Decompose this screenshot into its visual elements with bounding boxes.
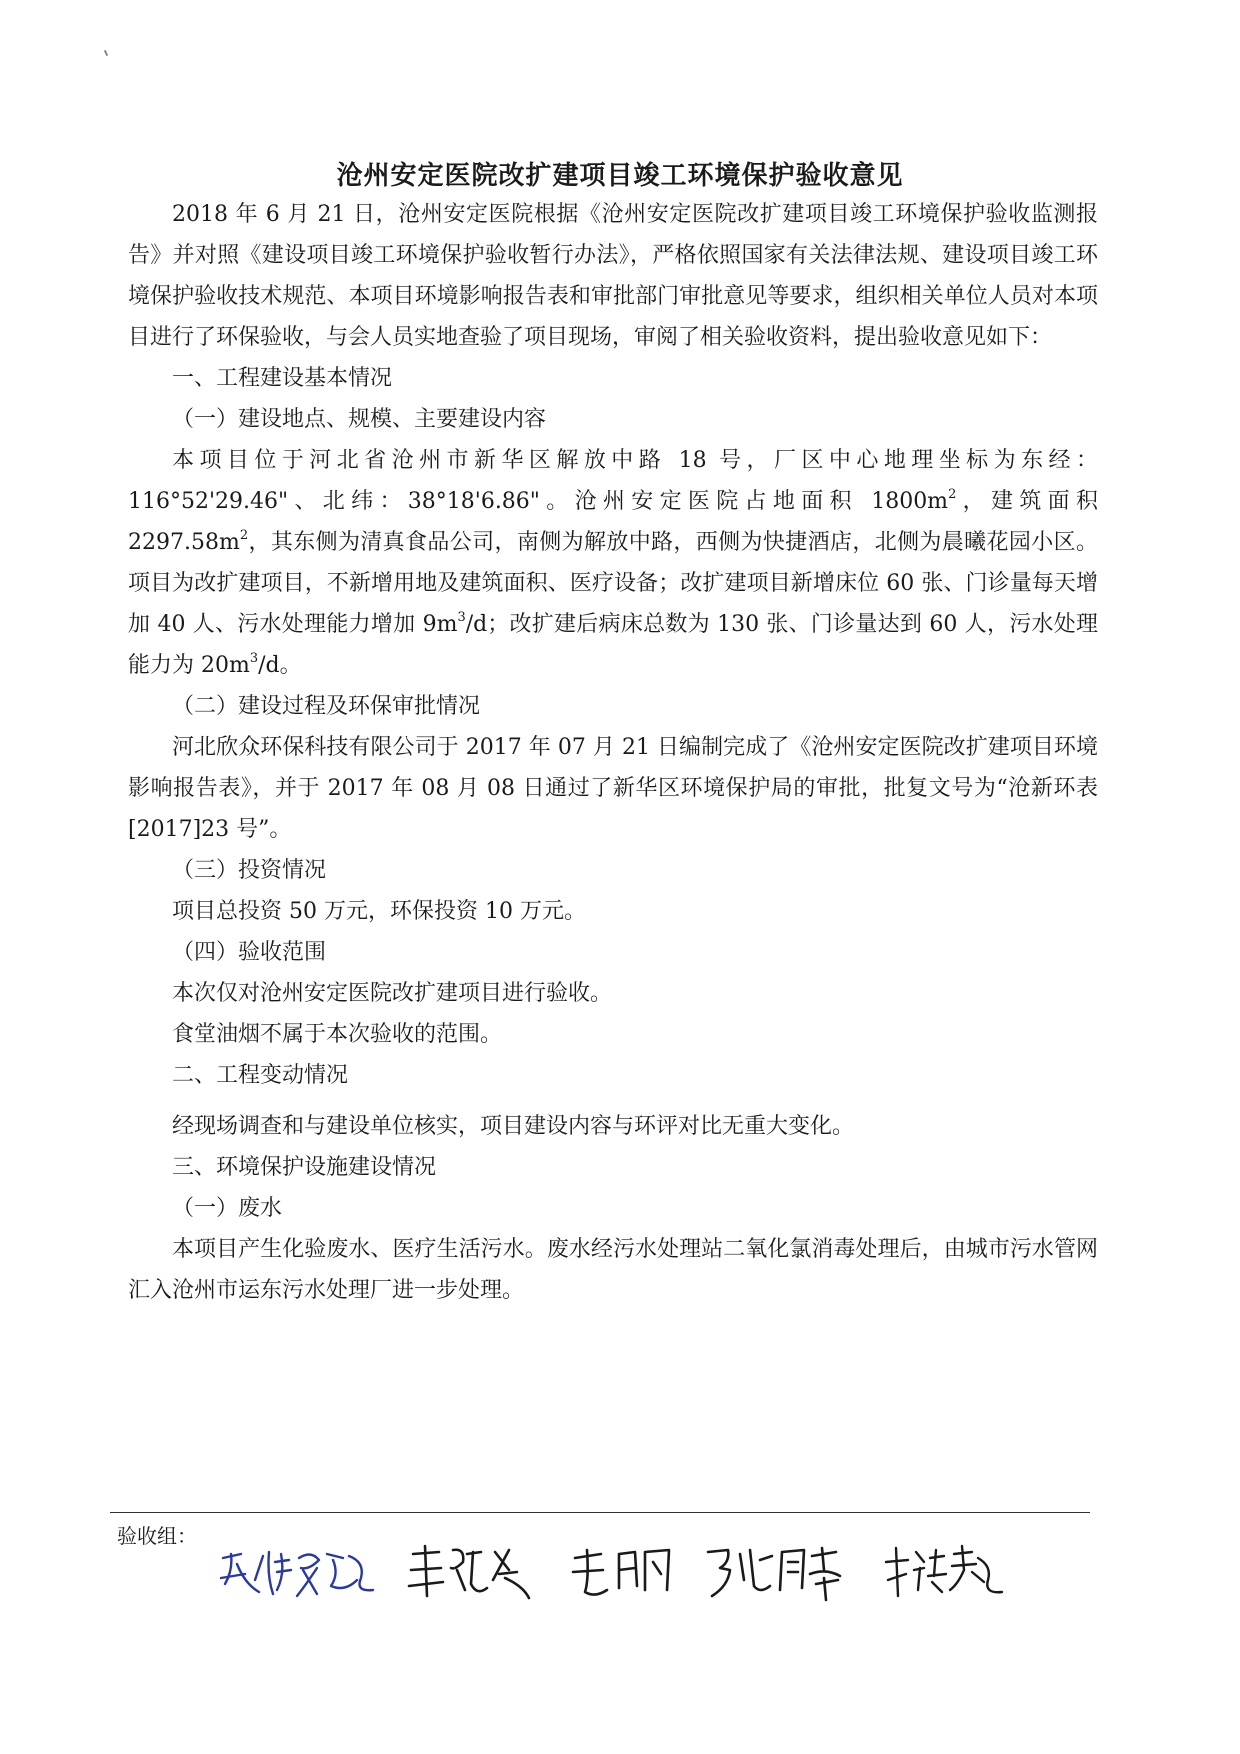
heading-section-1-2: （二）建设过程及环保审批情况	[172, 694, 481, 719]
document-title: 沧州安定医院改扩建项目竣工环境保护验收意见	[336, 161, 904, 191]
signature-4	[700, 1540, 850, 1610]
paragraph-approval: 河北欣众环保科技有限公司于 2017 年 07 月 21 日编制完成了《沧州安定医院改扩建项目环境影响报告表》，并于 2017 年 08 月 08 日通过了新华区环境保护局的审批，批复文号为“沧新环表[2017]23 号”。	[128, 735, 1098, 842]
signature-3	[565, 1540, 685, 1610]
acceptance-group-label: 验收组：	[117, 1524, 197, 1548]
footer-divider	[110, 1512, 1090, 1513]
signature-2	[405, 1540, 545, 1610]
heading-section-3: 三、环境保护设施建设情况	[172, 1155, 437, 1180]
heading-section-2: 二、工程变动情况	[172, 1063, 349, 1088]
signature-1	[215, 1540, 385, 1610]
paragraph-changes: 经现场调查和与建设单位核实，项目建设内容与环评对比无重大变化。	[172, 1114, 855, 1139]
heading-section-1-1: （一）建设地点、规模、主要建设内容	[172, 407, 547, 432]
body-text	[128, 194, 1098, 1311]
heading-section-1-3: （三）投资情况	[172, 858, 327, 883]
signature-5	[880, 1540, 1010, 1610]
heading-section-1: 一、工程建设基本情况	[172, 366, 393, 391]
paragraph-location: 本项目位于河北省沧州市新华区解放中路 18 号，厂区中心地理坐标为东经：116°52'29.46"、北纬：38°18'6.86"。沧州安定医院占地面积 $1800m^2$，建筑面积 $2297.58m^2$，其东侧为清真食品公司，南侧为解放中路，西侧为快捷酒店，北侧为晨曦花园小区。项目为改扩建项目，不新增用地及建筑面积、医疗设备；改扩建项目新增床位 60 张、门诊量每天增加 40 人、污水处理能力增加 $9m^3/d$；改扩建后病床总数为 130 张、门诊量达到 60 人，污水处理能力为 $20m^3/d$。	[128, 448, 1098, 678]
heading-section-3-1: （一）废水	[172, 1196, 283, 1221]
paragraph-wastewater: 本项目产生化验废水、医疗生活污水。废水经污水处理站二氧化氯消毒处理后，由城市污水管网汇入沧州市运东污水处理厂进一步处理。	[128, 1237, 1098, 1303]
paragraph-investment: 项目总投资 50 万元，环保投资 10 万元。	[172, 899, 586, 924]
heading-section-1-4: （四）验收范围	[172, 940, 327, 965]
scan-mark	[104, 50, 108, 56]
paragraph-scope-1: 本次仅对沧州安定医院改扩建项目进行验收。	[172, 981, 613, 1006]
intro-paragraph: 2018 年 6 月 21 日，沧州安定医院根据《沧州安定医院改扩建项目竣工环境保护验收监测报告》并对照《建设项目竣工环境保护验收暂行办法》，严格依照国家有关法律法规、建设项目竣工环境保护验收技术规范、本项目环境影响报告表和审批部门审批意见等要求，组织相关单位人员对本项目进行了环保验收，与会人员实地查验了项目现场，审阅了相关验收资料，提出验收意见如下：	[128, 202, 1098, 350]
paragraph-scope-2: 食堂油烟不属于本次验收的范围。	[172, 1022, 503, 1047]
